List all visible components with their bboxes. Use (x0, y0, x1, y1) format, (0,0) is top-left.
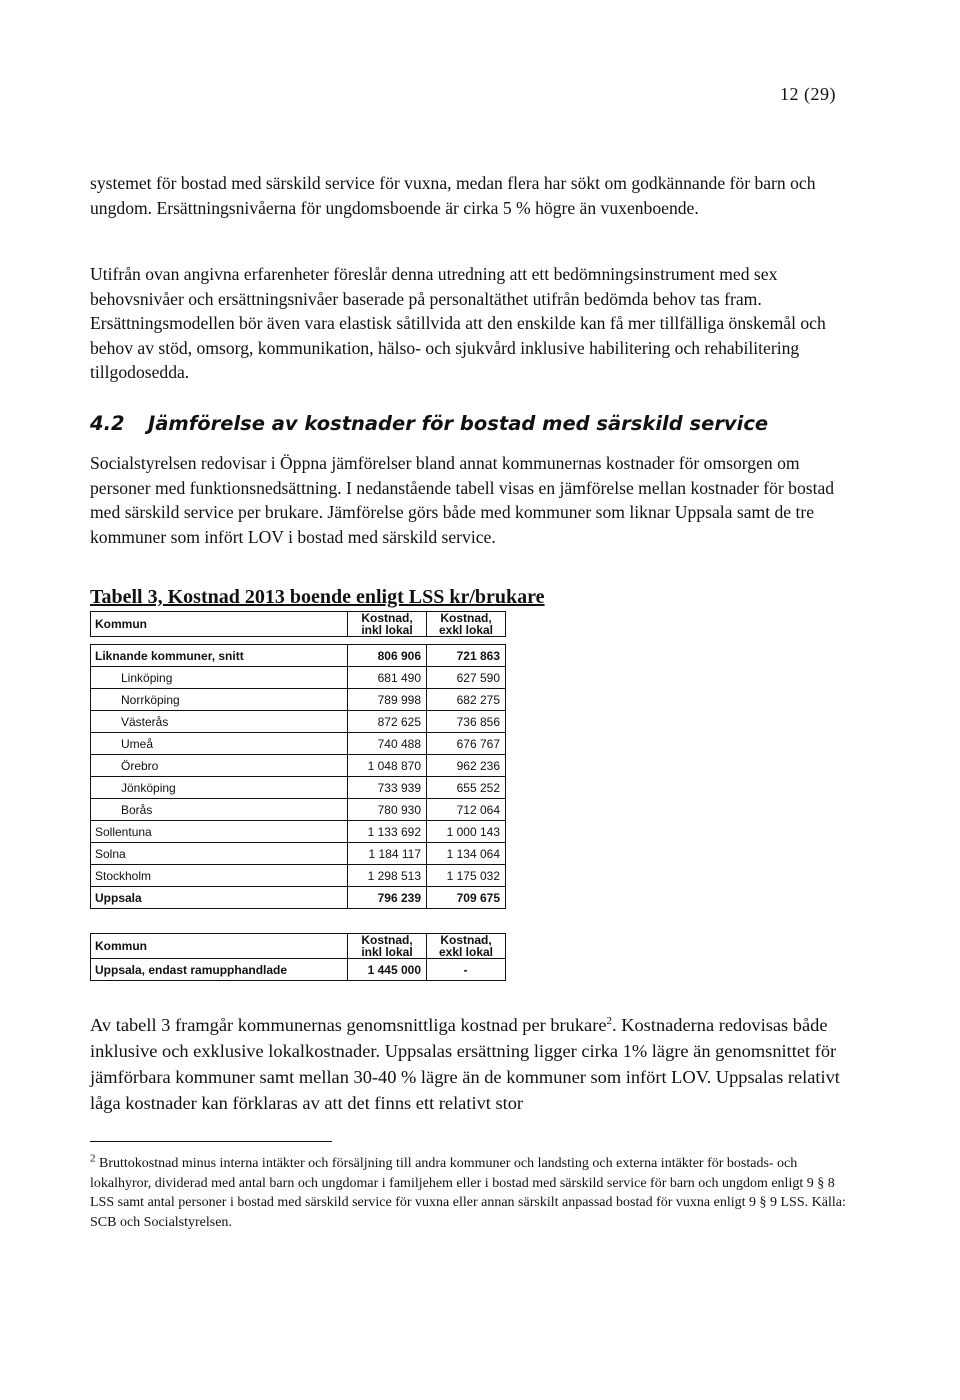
column-header-line: Kostnad, (361, 611, 413, 625)
section-title: Jämförelse av kostnader för bostad med särskild service (148, 412, 769, 435)
table-row (91, 667, 506, 689)
table-row (91, 645, 506, 667)
cell-exkl-lokal: 721 863 (427, 645, 506, 667)
column-header-line: inkl lokal (361, 623, 413, 637)
paragraph-text: . Kostnaderna redovisas både inklusive och exklusive lokalkostnader. Uppsalas ersättning ligger cirka 1% lägre än genomsnittet för jämförbara kommuner samt mellan 30-40 % lägre än de kommuner som infört LOV. Uppsalas relativt låga kostnader kan förklaras av att det finns ett relativt stor (90, 1015, 840, 1113)
column-header-exkl-lokal (427, 612, 506, 637)
section-number: 4.2 (90, 412, 125, 435)
page-number: 12 (29) (780, 84, 836, 104)
body-paragraph-1: systemet för bostad med särskild service för vuxna, medan flera har sökt om godkännande för barn och ungdom. Ersättningsnivåerna för ungdomsboende är cirka 5 % högre än vuxenboende. (90, 173, 816, 218)
cell-kommun: Örebro (91, 755, 348, 777)
footnote-separator (90, 1141, 332, 1142)
table-spacer-cell (91, 637, 506, 645)
cell-exkl-lokal: 1 000 143 (427, 821, 506, 843)
table-row (91, 755, 506, 777)
footnote (90, 1154, 850, 1232)
column-header-line: Kostnad, (440, 611, 492, 625)
column-header-inkl-lokal (348, 612, 427, 637)
cell-inkl-lokal: 740 488 (348, 733, 427, 755)
cell-kommun: Liknande kommuner, snitt (91, 645, 348, 667)
cell-exkl-lokal: 627 590 (427, 667, 506, 689)
cell-exkl-lokal: 1 134 064 (427, 843, 506, 865)
cell-kommun: Norrköping (91, 689, 348, 711)
table-spacer-row (91, 637, 506, 645)
table-row (91, 777, 506, 799)
footnote-text: Bruttokostnad minus interna intäkter och försäljning till andra kommuner och landsting och externa intäkter för bostads- och lokalhyror, dividerad med antal barn och ungdomar i familjehem eller i bostad med särskild service för barn och ungdom enligt 9 § 8 LSS samt antal personer i bostad med särskild service för vuxna eller annan särskilt anpassad bostad för vuxna enligt 9 § 9 LSS. Källa: SCB och Socialstyrelsen. (90, 1156, 846, 1230)
table-row (91, 821, 506, 843)
column-header-line: Kostnad, (361, 933, 413, 947)
table-row (91, 887, 506, 909)
table-row (91, 865, 506, 887)
cell-inkl-lokal: 1 184 117 (348, 843, 427, 865)
cell-inkl-lokal: 1 133 692 (348, 821, 427, 843)
table-header-row (91, 934, 506, 959)
column-header-line: exkl lokal (438, 623, 494, 637)
body-paragraph-3: Socialstyrelsen redovisar i Öppna jämförelser bland annat kommunernas kostnader för omsorgen om personer med funktionsnedsättning. I nedanstående tabell visas en jämförelse mellan kostnader för bostad med särskild service per brukare. Jämförelse görs både med kommuner som liknar Uppsala samt de tre kommuner som infört LOV i bostad med särskild service. (90, 453, 835, 547)
cell-exkl-lokal: 676 767 (427, 733, 506, 755)
footnote-reference: 2 (606, 1014, 612, 1027)
column-header-line: Kostnad, (440, 933, 492, 947)
cell-kommun: Stockholm (91, 865, 348, 887)
cell-inkl-lokal: 1 445 000 (348, 959, 427, 981)
cell-inkl-lokal: 872 625 (348, 711, 427, 733)
table-row (91, 799, 506, 821)
cell-inkl-lokal: 780 930 (348, 799, 427, 821)
cell-exkl-lokal: 655 252 (427, 777, 506, 799)
cell-exkl-lokal: 1 175 032 (427, 865, 506, 887)
cell-inkl-lokal: 1 048 870 (348, 755, 427, 777)
cell-inkl-lokal: 681 490 (348, 667, 427, 689)
column-header-kommun: Kommun (91, 612, 348, 637)
cell-exkl-lokal: 736 856 (427, 711, 506, 733)
cell-exkl-lokal: 712 064 (427, 799, 506, 821)
column-header-line: inkl lokal (361, 945, 413, 959)
cell-kommun: Uppsala, endast ramupphandlade (91, 959, 348, 981)
cell-inkl-lokal: 806 906 (348, 645, 427, 667)
body-paragraph-4 (90, 1012, 850, 1116)
cell-kommun: Västerås (91, 711, 348, 733)
cell-exkl-lokal: 709 675 (427, 887, 506, 909)
column-header-inkl-lokal (348, 934, 427, 959)
cell-kommun: Borås (91, 799, 348, 821)
cell-exkl-lokal: 682 275 (427, 689, 506, 711)
column-header-kommun: Kommun (91, 934, 348, 959)
cell-kommun: Umeå (91, 733, 348, 755)
cell-inkl-lokal: 733 939 (348, 777, 427, 799)
body-paragraph-2: Utifrån ovan angivna erfarenheter föreslår denna utredning att ett bedömningsinstrument med sex behovsnivåer och ersättningsnivåer baserade på personaltäthet utifrån bedömda behov tas fram. Ersättningsmodellen bör även vara elastisk såtillvida att den enskilde kan få mer tillfälliga önskemål och behov av stöd, omsorg, kommunikation, hälso- och sjukvård inklusive habilitering och rehabilitering tillgodosedda. (90, 264, 826, 382)
paragraph-text: Av tabell 3 framgår kommunernas genomsnittliga kostnad per brukare (90, 1015, 607, 1035)
table-header-row (91, 612, 506, 637)
table-row (91, 711, 506, 733)
table-row (91, 733, 506, 755)
cell-inkl-lokal: 789 998 (348, 689, 427, 711)
table-caption: Tabell 3, Kostnad 2013 boende enligt LSS kr/brukare (90, 586, 545, 608)
footnote-marker: 2 (90, 1152, 96, 1165)
cell-kommun: Solna (91, 843, 348, 865)
column-header-exkl-lokal (427, 934, 506, 959)
cost-table (90, 611, 506, 909)
cell-inkl-lokal: 796 239 (348, 887, 427, 909)
cell-kommun: Sollentuna (91, 821, 348, 843)
cell-inkl-lokal: 1 298 513 (348, 865, 427, 887)
section-heading (90, 412, 768, 435)
cell-exkl-lokal: 962 236 (427, 755, 506, 777)
uppsala-ramupphandlade-table (90, 933, 506, 981)
table-row (91, 689, 506, 711)
table-row (91, 959, 506, 981)
cell-kommun: Jönköping (91, 777, 348, 799)
column-header-line: exkl lokal (438, 945, 494, 959)
cell-kommun: Uppsala (91, 887, 348, 909)
table-row (91, 843, 506, 865)
cell-kommun: Linköping (91, 667, 348, 689)
cell-exkl-lokal: - (427, 959, 506, 981)
